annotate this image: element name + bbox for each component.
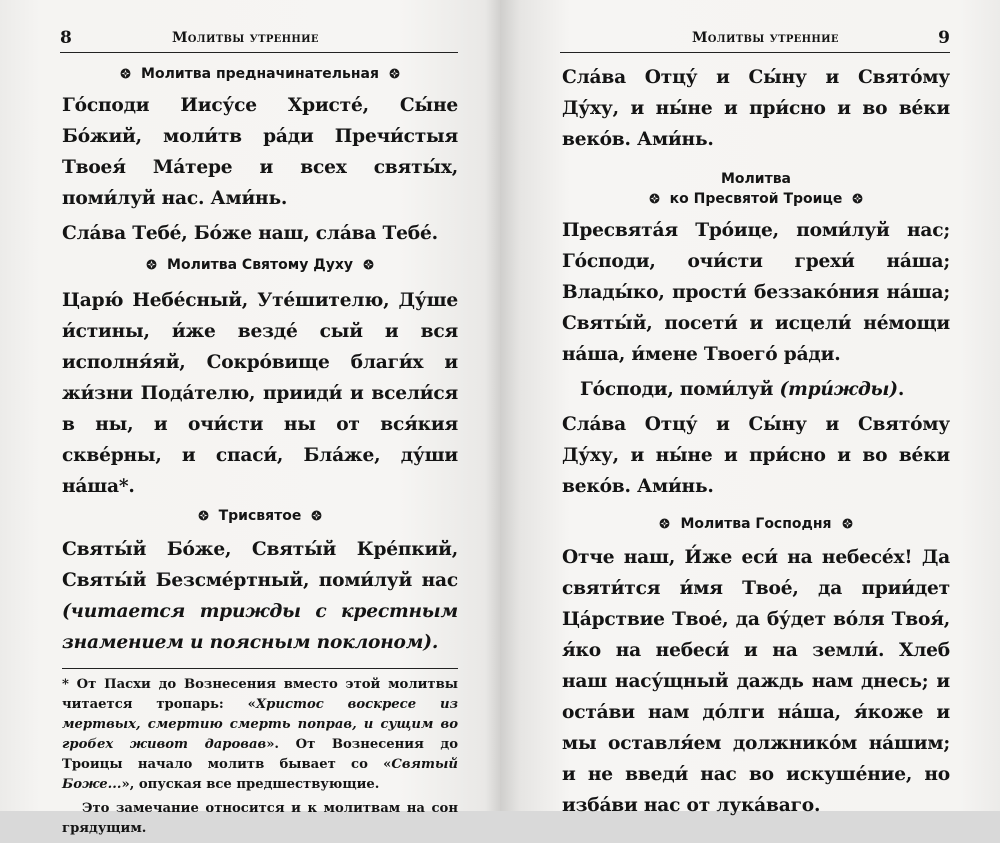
ornament-icon [659,518,670,529]
left-page [0,0,500,836]
trisagion-text: Святы́й Бо́же, Святы́й Кре́пкий, Святы́й Безсме́ртный, поми́луй нас [62,539,458,591]
doxology-paragraph: Сла́ва Отцу́ и Сы́ну и Свято́му Ду́ху, и ны́не и при́сно и во ве́ки веко́в. Ами́нь. [562,414,950,497]
right-page [500,0,1000,816]
ornament-icon [389,68,400,79]
section-heading-trinity [562,169,950,209]
heading-text: ко Пресвятой Троице [669,191,843,207]
ornament-icon [146,259,157,270]
ornament-icon [311,510,322,521]
heading-text: Молитва Господня [680,516,832,532]
section-heading-holy-spirit [62,255,458,275]
right-text-column [562,62,950,825]
ornament-icon [120,68,131,79]
lord-have-mercy-text: Го́споди, поми́луй [580,379,774,400]
heading-text: Трисвятое [218,508,302,524]
heading-line: Молитва [720,171,792,187]
prayer-paragraph: Сла́ва Тебе́, Бо́же наш, сла́ва Тебе́. [62,223,438,244]
footnote-divider [62,668,458,669]
heading-line-2 [562,189,950,209]
prayer-paragraph: Царю́ Небе́сный, Уте́шителю, Ду́ше и́стины, и́же везде́ сый и вся исполня́яй, Сокро́вище благи́х и жи́зни Пода́телю, прииди́ и всели́ся в ны, и очи́сти ны от вся́кия скве́рны, и спаси́, Бла́же, ду́ши на́ша*. [62,290,458,497]
ornament-icon [363,259,374,270]
section-heading-trisagion [62,506,458,526]
ornament-icon [842,518,853,529]
prayer-paragraph: Го́споди, поми́луй (три́жды). [580,379,905,400]
ornament-icon [198,510,209,521]
running-head-title-right: Молитвы утренние [692,30,839,46]
section-heading-lords-prayer [562,514,950,534]
footnote-remark: Это замечание относится и к молитвам на сон грядущим. [62,801,458,836]
prayer-paragraph: Отче наш, И́же еси́ на небесе́х! Да святи́тся и́мя Твое́, да прии́дет Ца́рствие Твое́, да бу́дет во́ля Твоя́, я́ко на небеси́ и на земли́. Хлеб наш насу́щный даждь нам днесь; и оста́ви нам до́лги на́ша, я́коже и мы оставля́ем должнико́м на́шим; и не введи́ нас во искуше́ние, но изба́ви нас от лука́ваго. [562,547,950,816]
prayer-paragraph: Го́споди Иису́се Христе́, Сы́не Бо́жий, моли́тв ра́ди Пречи́стыя Твоея́ Ма́тере и всех святы́х, поми́луй нас. Ами́нь. [62,95,458,209]
doxology-paragraph: Сла́ва Отцу́ и Сы́ну и Свято́му Ду́ху, и ны́не и при́сно и во ве́ки веко́в. Ами́нь. [562,67,950,150]
page-number-left: 8 [60,28,72,48]
footnote-text: ». От Вознесения до Троицы начало молитв бывает со « [62,737,458,772]
section-heading-preliminary [62,64,458,84]
footnote [62,675,458,795]
trisagion-rubric: (читается трижды с крестным знамением и поясным поклоном). [62,601,458,653]
page-number-right: 9 [938,28,950,48]
running-head-right [560,28,950,53]
footnote-text: », опуская все предшествующие. [121,777,380,792]
running-head-title-left: Молитвы утренние [172,30,319,46]
ornament-icon [852,193,863,204]
running-head-left [60,28,458,53]
footnote-italic: Святый Боже... [62,757,458,792]
footnote-text: * От Пасхи до Вознесения вместо этой молитвы читается тропарь: « [62,677,458,712]
heading-text: Молитва Святому Духу [167,257,353,273]
thrice-rubric: (три́жды) [779,379,898,400]
left-text-column [62,62,458,843]
ornament-icon [649,193,660,204]
prayer-paragraph [62,534,458,658]
footnote-italic: Христос воскресе из мертвых, смертию смерть поправ, и сущим во гробех живот даровав [62,697,458,752]
prayer-paragraph: Пресвята́я Тро́ице, поми́луй нас; Го́споди, очи́сти грехи́ на́ша; Влады́ко, прости́ беззако́ния на́ша; Святы́й, посети́ и исцели́ не́мощи на́ша, и́мене Твоего́ ра́ди. [562,220,950,365]
heading-text: Молитва предначинательная [141,66,379,82]
